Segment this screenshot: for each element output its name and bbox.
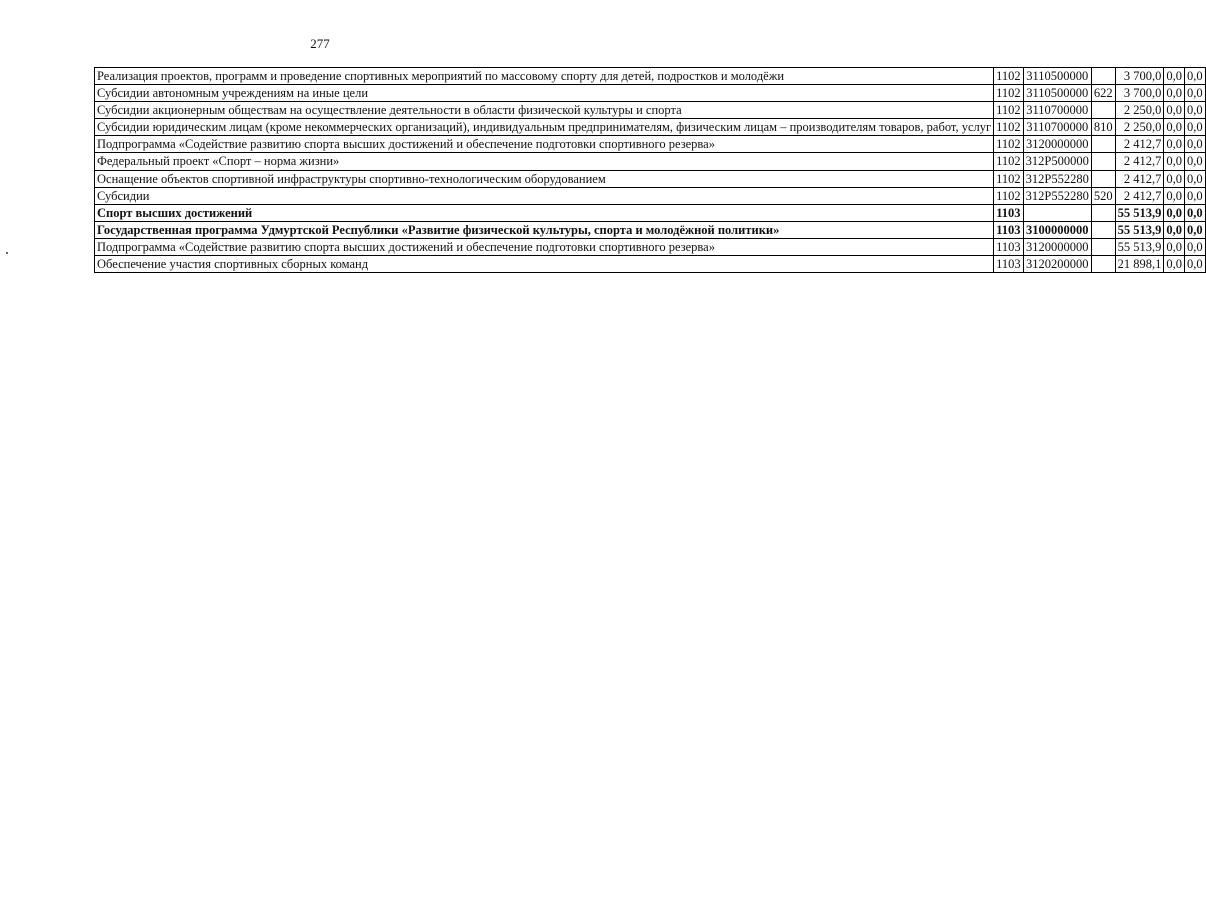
amount-year2-cell: 0,0 [1164,238,1185,255]
amount-year2-cell: 0,0 [1164,153,1185,170]
section-code-cell: 1103 [994,221,1024,238]
expense-type-cell: 810 [1091,119,1115,136]
amount-year3-cell: 0,0 [1184,204,1205,221]
target-article-cell: 3120200000 [1023,256,1091,273]
target-article-cell: 3110500000 [1023,68,1091,85]
amount-year3-cell: 0,0 [1184,136,1205,153]
row-name-cell: Подпрограмма «Содействие развитию спорта высших достижений и обеспечение подготовки спортивного резерва» [95,238,994,255]
amount-year1-cell: 2 250,0 [1115,119,1164,136]
expense-type-cell [1091,68,1115,85]
amount-year2-cell: 0,0 [1164,204,1185,221]
target-article-cell: 312P500000 [1023,153,1091,170]
scan-mark [6,252,8,254]
row-name-cell: Оснащение объектов спортивной инфраструктуры спортивно-технологическим оборудованием [95,170,994,187]
amount-year3-cell: 0,0 [1184,68,1205,85]
table-row [95,153,1206,170]
row-name-cell: Федеральный проект «Спорт – норма жизни» [95,153,994,170]
amount-year2-cell: 0,0 [1164,85,1185,102]
section-code-cell: 1102 [994,170,1024,187]
section-code-cell: 1103 [994,204,1024,221]
target-article-cell: 312P552280 [1023,187,1091,204]
amount-year1-cell: 55 513,9 [1115,238,1164,255]
table-row [95,221,1206,238]
amount-year2-cell: 0,0 [1164,170,1185,187]
expense-type-cell [1091,221,1115,238]
target-article-cell: 3110500000 [1023,85,1091,102]
row-name-cell: Реализация проектов, программ и проведение спортивных мероприятий по массовому спорту для детей, подростков и молодёжи [95,68,994,85]
section-code-cell: 1102 [994,102,1024,119]
section-code-cell: 1102 [994,187,1024,204]
amount-year3-cell: 0,0 [1184,221,1205,238]
amount-year3-cell: 0,0 [1184,170,1205,187]
expense-type-cell [1091,153,1115,170]
expense-type-cell [1091,170,1115,187]
row-name-cell: Обеспечение участия спортивных сборных команд [95,256,994,273]
amount-year3-cell: 0,0 [1184,238,1205,255]
row-name-cell: Субсидии акционерным обществам на осуществление деятельности в области физической культуры и спорта [95,102,994,119]
amount-year2-cell: 0,0 [1164,221,1185,238]
table-row [95,256,1206,273]
target-article-cell: 3120000000 [1023,238,1091,255]
amount-year3-cell: 0,0 [1184,256,1205,273]
expense-type-cell [1091,204,1115,221]
section-code-cell: 1102 [994,136,1024,153]
table-row [95,170,1206,187]
table-row [95,238,1206,255]
row-name-cell: Спорт высших достижений [95,204,994,221]
amount-year1-cell: 2 412,7 [1115,136,1164,153]
section-code-cell: 1102 [994,68,1024,85]
table-row [95,119,1206,136]
row-name-cell: Подпрограмма «Содействие развитию спорта высших достижений и обеспечение подготовки спортивного резерва» [95,136,994,153]
expense-type-cell [1091,102,1115,119]
table-row [95,68,1206,85]
expense-type-cell [1091,136,1115,153]
amount-year1-cell: 2 250,0 [1115,102,1164,119]
row-name-cell: Субсидии [95,187,994,204]
amount-year3-cell: 0,0 [1184,187,1205,204]
amount-year3-cell: 0,0 [1184,102,1205,119]
budget-table [94,67,1206,273]
expense-type-cell: 520 [1091,187,1115,204]
amount-year1-cell: 55 513,9 [1115,204,1164,221]
amount-year1-cell: 21 898,1 [1115,256,1164,273]
amount-year3-cell: 0,0 [1184,85,1205,102]
amount-year2-cell: 0,0 [1164,256,1185,273]
row-name-cell: Государственная программа Удмуртской Республики «Развитие физической культуры, спорта и молодёжной политики» [95,221,994,238]
table-body [95,68,1206,273]
row-name-cell: Субсидии юридическим лицам (кроме некоммерческих организаций), индивидуальным предпринимателям, физическим лицам – производителям товаров, работ, услуг [95,119,994,136]
amount-year2-cell: 0,0 [1164,136,1185,153]
amount-year2-cell: 0,0 [1164,119,1185,136]
target-article-cell [1023,204,1091,221]
row-name-cell: Субсидии автономным учреждениям на иные цели [95,85,994,102]
expense-type-cell [1091,238,1115,255]
table-row [95,102,1206,119]
amount-year2-cell: 0,0 [1164,68,1185,85]
section-code-cell: 1102 [994,85,1024,102]
amount-year2-cell: 0,0 [1164,102,1185,119]
table-row [95,187,1206,204]
section-code-cell: 1103 [994,238,1024,255]
target-article-cell: 312P552280 [1023,170,1091,187]
amount-year1-cell: 2 412,7 [1115,153,1164,170]
table-row [95,85,1206,102]
page-number: 277 [310,36,330,51]
target-article-cell: 3110700000 [1023,119,1091,136]
table-row [95,136,1206,153]
target-article-cell: 3110700000 [1023,102,1091,119]
section-code-cell: 1102 [994,119,1024,136]
table-row [95,204,1206,221]
expense-type-cell [1091,256,1115,273]
target-article-cell: 3120000000 [1023,136,1091,153]
section-code-cell: 1102 [994,153,1024,170]
amount-year3-cell: 0,0 [1184,119,1205,136]
amount-year3-cell: 0,0 [1184,153,1205,170]
amount-year1-cell: 2 412,7 [1115,187,1164,204]
amount-year1-cell: 2 412,7 [1115,170,1164,187]
amount-year2-cell: 0,0 [1164,187,1185,204]
section-code-cell: 1103 [994,256,1024,273]
amount-year1-cell: 3 700,0 [1115,68,1164,85]
amount-year1-cell: 3 700,0 [1115,85,1164,102]
amount-year1-cell: 55 513,9 [1115,221,1164,238]
expense-type-cell: 622 [1091,85,1115,102]
target-article-cell: 3100000000 [1023,221,1091,238]
